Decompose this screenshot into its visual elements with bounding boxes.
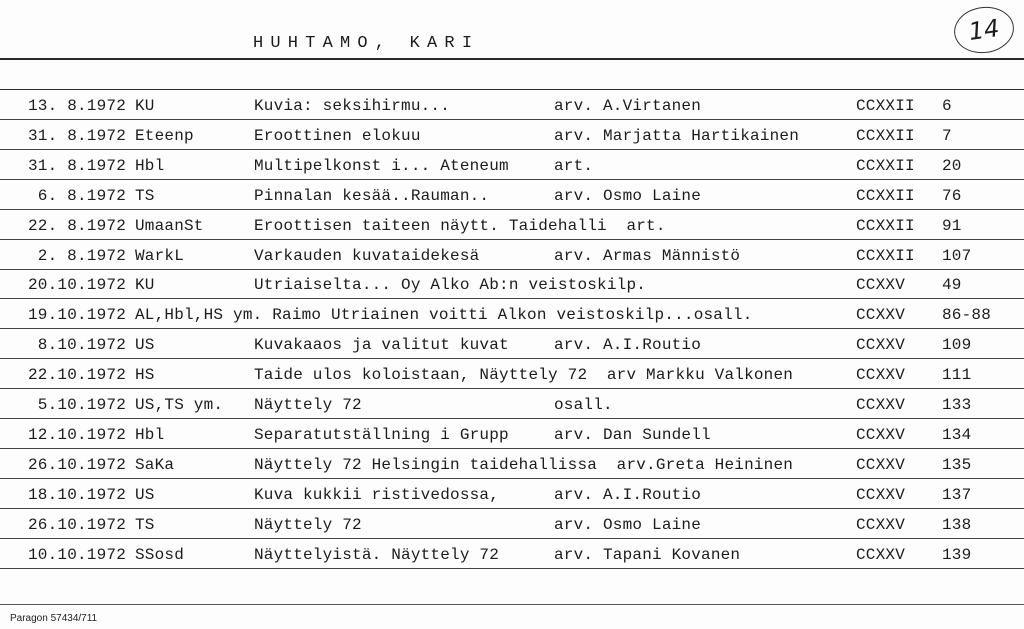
entry-title: Varkauden kuvataidekesä bbox=[254, 246, 480, 265]
entry-title: Kuvakaaos ja valitut kuvat bbox=[254, 336, 509, 355]
entry-reviewer: arv. Osmo Laine bbox=[554, 515, 702, 534]
entry-date: 26.10.1972 bbox=[27, 515, 126, 534]
entry-volume: CCXXII bbox=[856, 126, 915, 145]
entry-volume: CCXXII bbox=[856, 216, 915, 235]
entry-date: 31. 8.1972 bbox=[27, 126, 126, 145]
entry-volume: CCXXV bbox=[856, 306, 906, 325]
entry-page: 137 bbox=[942, 485, 972, 504]
card-title: HUHTAMO, KARI bbox=[253, 34, 480, 53]
entry-page: 7 bbox=[942, 126, 952, 145]
entry-reviewer: arv. Osmo Laine bbox=[554, 186, 702, 205]
entry-volume: CCXXV bbox=[856, 485, 906, 504]
entry-source: SSosd bbox=[135, 545, 185, 564]
entry-page: 86-88 bbox=[942, 306, 992, 325]
entry-reviewer: arv. A.Virtanen bbox=[554, 97, 702, 115]
entry-title: Pinnalan kesää..Rauman.. bbox=[254, 186, 490, 205]
table-row bbox=[0, 210, 1024, 240]
table-row bbox=[0, 90, 1024, 120]
entry-source: Eteenp bbox=[135, 126, 194, 145]
table-row bbox=[0, 120, 1024, 150]
printer-imprint: Paragon 57434/711 bbox=[10, 613, 98, 624]
entry-reviewer: arv. Dan Sundell bbox=[554, 425, 711, 444]
entry-title: Separatutställning i Grupp bbox=[254, 425, 509, 444]
table-row bbox=[0, 419, 1024, 449]
entry-title: Näyttelyistä. Näyttely 72 bbox=[254, 545, 500, 564]
entry-volume: CCXXII bbox=[856, 156, 915, 175]
entry-date: 5.10.1972 bbox=[37, 396, 126, 414]
entry-volume: CCXXV bbox=[856, 425, 906, 444]
entry-page: 20 bbox=[942, 156, 962, 175]
entry-page: 134 bbox=[942, 425, 972, 444]
table-row bbox=[0, 359, 1024, 389]
entry-title: Näyttely 72 bbox=[254, 515, 362, 534]
table-row bbox=[0, 449, 1024, 479]
entry-source: Hbl bbox=[135, 156, 165, 175]
entry-date: 22.10.1972 bbox=[27, 366, 126, 385]
entry-title: Taide ulos koloistaan, Näyttely 72 arv Markku Valkonen bbox=[254, 366, 794, 385]
entry-volume: CCXXV bbox=[856, 545, 906, 564]
entry-source: Hbl bbox=[135, 425, 165, 444]
entry-volume: CCXXII bbox=[856, 97, 915, 115]
entry-date: 2. 8.1972 bbox=[37, 246, 126, 265]
entry-page: 111 bbox=[942, 366, 972, 385]
entry-date: 31. 8.1972 bbox=[27, 156, 126, 175]
table-row bbox=[0, 539, 1024, 569]
entry-date: 8.10.1972 bbox=[37, 336, 126, 355]
entry-date: 22. 8.1972 bbox=[27, 216, 126, 235]
entry-date: 26.10.1972 bbox=[27, 455, 126, 474]
entry-title: Multipelkonst i... Ateneum bbox=[254, 156, 509, 175]
entry-source: AL,Hbl,HS ym. Raimo Utriainen voitti Alkon veistoskilp...osall. bbox=[135, 306, 753, 325]
entry-reviewer: arv. Marjatta Hartikainen bbox=[554, 126, 800, 145]
entry-page: 6 bbox=[942, 97, 952, 115]
entry-reviewer: arv. Tapani Kovanen bbox=[554, 545, 741, 564]
entry-source: US bbox=[135, 336, 155, 355]
table-row bbox=[0, 509, 1024, 539]
entry-source: UmaanSt bbox=[135, 216, 204, 235]
entry-page: 109 bbox=[942, 336, 972, 355]
table-row bbox=[0, 389, 1024, 419]
entry-reviewer: osall. bbox=[554, 396, 613, 414]
page-number-circled: 14 bbox=[951, 3, 1017, 57]
entry-volume: CCXXV bbox=[856, 515, 906, 534]
entry-date: 19.10.1972 bbox=[27, 306, 126, 325]
footer-rule bbox=[0, 604, 1024, 605]
entry-volume: CCXXII bbox=[856, 186, 915, 205]
entry-page: 76 bbox=[942, 186, 962, 205]
entry-source: TS bbox=[135, 186, 155, 205]
table-row bbox=[0, 150, 1024, 180]
entry-reviewer: arv. Armas Männistö bbox=[554, 246, 741, 265]
entry-volume: CCXXV bbox=[856, 455, 906, 474]
entry-title: Eroottisen taiteen näytt. Taidehalli art. bbox=[254, 216, 666, 235]
header-rule bbox=[0, 58, 1024, 60]
table-row bbox=[0, 269, 1024, 299]
entry-page: 49 bbox=[942, 276, 962, 295]
entry-volume: CCXXV bbox=[856, 366, 906, 385]
table-row bbox=[0, 180, 1024, 210]
entry-page: 135 bbox=[942, 455, 972, 474]
entry-volume: CCXXII bbox=[856, 246, 915, 265]
table-row bbox=[0, 240, 1024, 270]
entry-reviewer: arv. A.I.Routio bbox=[554, 485, 702, 504]
entry-page: 133 bbox=[942, 396, 972, 414]
entry-date: 20.10.1972 bbox=[27, 276, 126, 295]
entry-date: 13. 8.1972 bbox=[27, 97, 126, 115]
entry-source: TS bbox=[135, 515, 155, 534]
entry-source: US,TS ym. bbox=[135, 396, 224, 414]
entry-title: Näyttely 72 bbox=[254, 396, 362, 414]
entry-title: Kuva kukkii ristivedossa, bbox=[254, 485, 500, 504]
entry-reviewer: art. bbox=[554, 156, 594, 175]
entry-page: 107 bbox=[942, 246, 972, 265]
entry-source: KU bbox=[135, 97, 155, 115]
entry-volume: CCXXV bbox=[856, 336, 906, 355]
entry-page: 138 bbox=[942, 515, 972, 534]
table-row bbox=[0, 329, 1024, 359]
entry-page: 139 bbox=[942, 545, 972, 564]
entry-source: SaKa bbox=[135, 455, 175, 474]
entry-source: WarkL bbox=[135, 246, 185, 265]
entry-date: 6. 8.1972 bbox=[37, 186, 126, 205]
table-row bbox=[0, 479, 1024, 509]
entry-volume: CCXXV bbox=[856, 396, 906, 414]
entry-date: 12.10.1972 bbox=[27, 425, 126, 444]
entry-page: 91 bbox=[942, 216, 962, 235]
entry-reviewer: arv. A.I.Routio bbox=[554, 336, 702, 355]
entry-title: Näyttely 72 Helsingin taidehallissa arv.Greta Heininen bbox=[254, 455, 794, 474]
entry-date: 18.10.1972 bbox=[27, 485, 126, 504]
table-row bbox=[0, 299, 1024, 329]
entry-title: Kuvia: seksihirmu... bbox=[254, 97, 451, 115]
entry-title: Utriaiselta... Oy Alko Ab:n veistoskilp. bbox=[254, 276, 647, 295]
entry-title: Eroottinen elokuu bbox=[254, 126, 421, 145]
entry-source: KU bbox=[135, 276, 155, 295]
entry-source: HS bbox=[135, 366, 155, 385]
row-rule bbox=[0, 568, 1024, 569]
entry-date: 10.10.1972 bbox=[27, 545, 126, 564]
entry-source: US bbox=[135, 485, 155, 504]
entry-volume: CCXXV bbox=[856, 276, 906, 295]
